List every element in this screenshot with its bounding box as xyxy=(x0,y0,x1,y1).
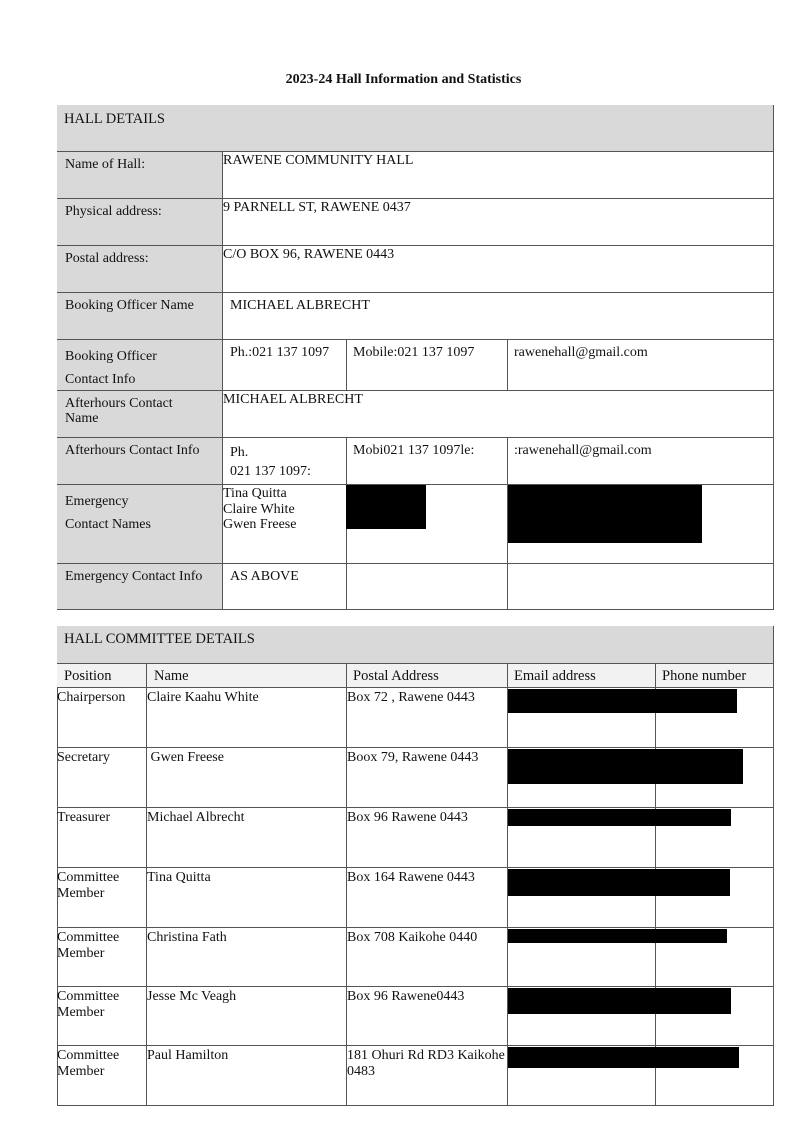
table-row-name: Christina Fath xyxy=(147,928,347,987)
afterhours-contact-info-label-text: Afterhours Contact Info xyxy=(65,443,200,458)
table-row-address: Box 96 Rawene0443 xyxy=(347,987,508,1046)
booking-officer-name-label xyxy=(57,293,223,340)
redaction-block xyxy=(508,809,731,826)
afterhours-contact-info-label xyxy=(57,438,223,485)
afterhours-phone-line1: Ph. xyxy=(230,445,249,460)
table-row-position: Committee Member xyxy=(57,1046,147,1106)
booking-officer-contact-label-line2: Contact Info xyxy=(65,372,136,387)
column-header-name: Name xyxy=(147,664,347,688)
emergency-contact-info-label-text: Emergency Contact Info xyxy=(65,569,203,584)
table-row-name: Michael Albrecht xyxy=(147,808,347,868)
table-row-position: Committee Member xyxy=(57,987,147,1046)
table-row-name: Claire Kaahu White xyxy=(147,688,347,748)
redaction-block xyxy=(508,749,743,784)
booking-officer-mobile: Mobile:021 137 1097 xyxy=(347,340,508,391)
booking-officer-email: rawenehall@gmail.com xyxy=(508,340,774,391)
afterhours-email: :rawenehall@gmail.com xyxy=(508,438,774,485)
table-row-address: Box 708 Kaikohe 0440 xyxy=(347,928,508,987)
redaction-block xyxy=(346,485,426,529)
physical-address-label xyxy=(57,199,223,246)
emergency-contact-names xyxy=(223,485,347,564)
physical-address-label-text: Physical address: xyxy=(65,204,162,219)
redaction-block xyxy=(508,929,727,943)
column-header-email-address: Email address xyxy=(508,664,656,688)
name-of-hall-label-text: Name of Hall: xyxy=(65,157,146,172)
emergency-name: Tina Quitta xyxy=(223,486,287,501)
table-row-address: Boox 79, Rawene 0443 xyxy=(347,748,508,808)
emergency-contact-info-label xyxy=(57,564,223,610)
table-row-name: Jesse Mc Veagh xyxy=(147,987,347,1046)
booking-officer-phone: Ph.:021 137 1097 xyxy=(223,340,347,391)
postal-address-value: C/O BOX 96, RAWENE 0443 xyxy=(223,246,774,293)
name-of-hall-value: RAWENE COMMUNITY HALL xyxy=(223,152,774,199)
postal-address-label-text: Postal address: xyxy=(65,251,149,266)
redaction-block xyxy=(508,988,731,1014)
emergency-name: Claire White xyxy=(223,501,295,517)
emergency-contact-names-label-line2: Contact Names xyxy=(65,517,151,532)
booking-officer-contact-label xyxy=(57,340,223,391)
table-row-address: Box 96 Rawene 0443 xyxy=(347,808,508,868)
table-row-name: Tina Quitta xyxy=(147,868,347,928)
afterhours-contact-name-label-text: Afterhours Contact Name xyxy=(65,396,173,426)
redaction-block xyxy=(508,869,730,896)
table-row-position: Committee Member xyxy=(57,868,147,928)
column-header-phone-number: Phone number xyxy=(656,664,774,688)
emergency-contact-names-label-line1: Emergency xyxy=(65,494,129,509)
name-of-hall-label xyxy=(57,152,223,199)
afterhours-contact-name-value: MICHAEL ALBRECHT xyxy=(223,391,774,438)
committee-heading: HALL COMMITTEE DETAILS xyxy=(57,626,774,664)
emergency-contact-info-value: AS ABOVE xyxy=(223,564,347,610)
afterhours-phone xyxy=(223,438,347,485)
afterhours-contact-name-label xyxy=(57,391,223,438)
booking-officer-contact-label-line1: Booking Officer xyxy=(65,349,157,364)
afterhours-mobile: Mobi021 137 1097le: xyxy=(347,438,508,485)
hall-details-heading: HALL DETAILS xyxy=(57,105,774,152)
table-row-address: Box 72 , Rawene 0443 xyxy=(347,688,508,748)
table-row-position: Chairperson xyxy=(57,688,147,748)
redaction-block xyxy=(508,485,702,543)
table-row-address: Box 164 Rawene 0443 xyxy=(347,868,508,928)
afterhours-phone-line2: 021 137 1097: xyxy=(230,464,311,479)
column-header-position: Position xyxy=(57,664,147,688)
redaction-block xyxy=(508,689,737,713)
table-row-position: Committee Member xyxy=(57,928,147,987)
booking-officer-name-value: MICHAEL ALBRECHT xyxy=(223,293,774,340)
column-header-postal-address: Postal Address xyxy=(347,664,508,688)
emergency-contact-names-label xyxy=(57,485,223,564)
emergency-contact-info-cell xyxy=(347,564,508,610)
postal-address-label xyxy=(57,246,223,293)
table-row-position: Secretary xyxy=(57,748,147,808)
table-row-position: Treasurer xyxy=(57,808,147,868)
emergency-name: Gwen Freese xyxy=(223,517,297,532)
table-row-name: Gwen Freese xyxy=(147,748,347,808)
table-row-address: 181 Ohuri Rd RD3 Kaikohe 0483 xyxy=(347,1046,508,1106)
physical-address-value: 9 PARNELL ST, RAWENE 0437 xyxy=(223,199,774,246)
document-title: 2023-24 Hall Information and Statistics xyxy=(285,72,522,87)
table-row-name: Paul Hamilton xyxy=(147,1046,347,1106)
redaction-block xyxy=(508,1047,739,1068)
booking-officer-name-label-text: Booking Officer Name xyxy=(65,298,194,313)
emergency-contact-info-cell xyxy=(508,564,774,610)
